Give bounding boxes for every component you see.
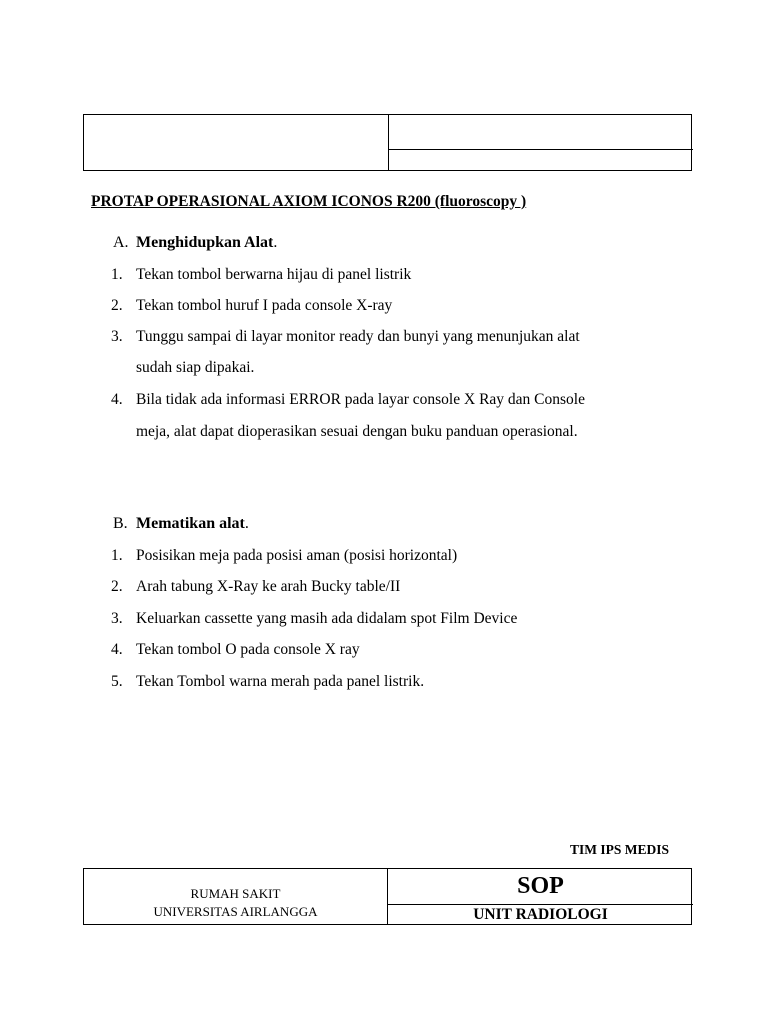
footer-table (83, 868, 692, 925)
list-item-text: Bila tidak ada informasi ERROR pada layar console X Ray dan Console (136, 391, 585, 408)
list-item (111, 610, 517, 628)
section-b-letter: B. (113, 515, 128, 532)
list-item (111, 328, 580, 346)
document-type: SOP (517, 873, 564, 899)
header-table-row-divider (388, 149, 693, 150)
hospital-name-line1: RUMAH SAKIT (190, 886, 281, 901)
list-item-text: Keluarkan cassette yang masih ada didalam spot Film Device (136, 610, 518, 627)
list-item-text: Tekan tombol huruf I pada console X-ray (136, 297, 393, 314)
list-item (111, 578, 400, 596)
list-item (111, 391, 585, 409)
list-item-continuation: sudah siap dipakai. (136, 359, 255, 376)
list-item-text: Tekan Tombol warna merah pada panel listrik. (136, 673, 425, 690)
header-table (83, 114, 692, 171)
hospital-name (84, 885, 387, 921)
list-item-number: 3. (111, 328, 123, 345)
list-item (111, 673, 424, 691)
list-item-number: 1. (111, 547, 123, 564)
list-item-text: Posisikan meja pada posisi aman (posisi horizontal) (136, 547, 458, 564)
header-table-divider (388, 115, 389, 170)
section-a-title-suffix: . (273, 234, 278, 251)
list-item-text: Arah tabung X-Ray ke arah Bucky table/II (136, 578, 401, 595)
list-item (111, 547, 457, 565)
list-item-text: Tekan tombol berwarna hijau di panel listrik (136, 266, 412, 283)
list-item (111, 641, 360, 659)
list-item-number: 5. (111, 673, 123, 690)
list-item-text: Tunggu sampai di layar monitor ready dan bunyi yang menunjukan alat (136, 328, 580, 345)
document-title: PROTAP OPERASIONAL AXIOM ICONOS R200 (fluoroscopy ) (91, 193, 527, 210)
list-item (111, 297, 392, 315)
list-item-continuation: meja, alat dapat dioperasikan sesuai dengan buku panduan operasional. (136, 423, 578, 440)
list-item (111, 266, 411, 284)
unit-name: UNIT RADIOLOGI (473, 906, 608, 923)
section-a-title: Menghidupkan Alat (136, 234, 274, 251)
list-item-number: 4. (111, 391, 123, 408)
list-item-number: 1. (111, 266, 123, 283)
section-a-letter: A. (113, 234, 129, 251)
section-b-title-suffix: . (244, 515, 249, 532)
list-item-number: 2. (111, 578, 123, 595)
list-item-number: 4. (111, 641, 123, 658)
list-item-text: Tekan tombol O pada console X ray (136, 641, 360, 658)
section-b-heading (113, 515, 249, 533)
list-item-number: 3. (111, 610, 123, 627)
section-a-heading (113, 234, 277, 252)
team-signature: TIM IPS MEDIS (570, 842, 670, 857)
list-item-number: 2. (111, 297, 123, 314)
section-b-title: Mematikan alat (136, 515, 245, 532)
hospital-name-line2: UNIVERSITAS AIRLANGGA (153, 904, 318, 919)
